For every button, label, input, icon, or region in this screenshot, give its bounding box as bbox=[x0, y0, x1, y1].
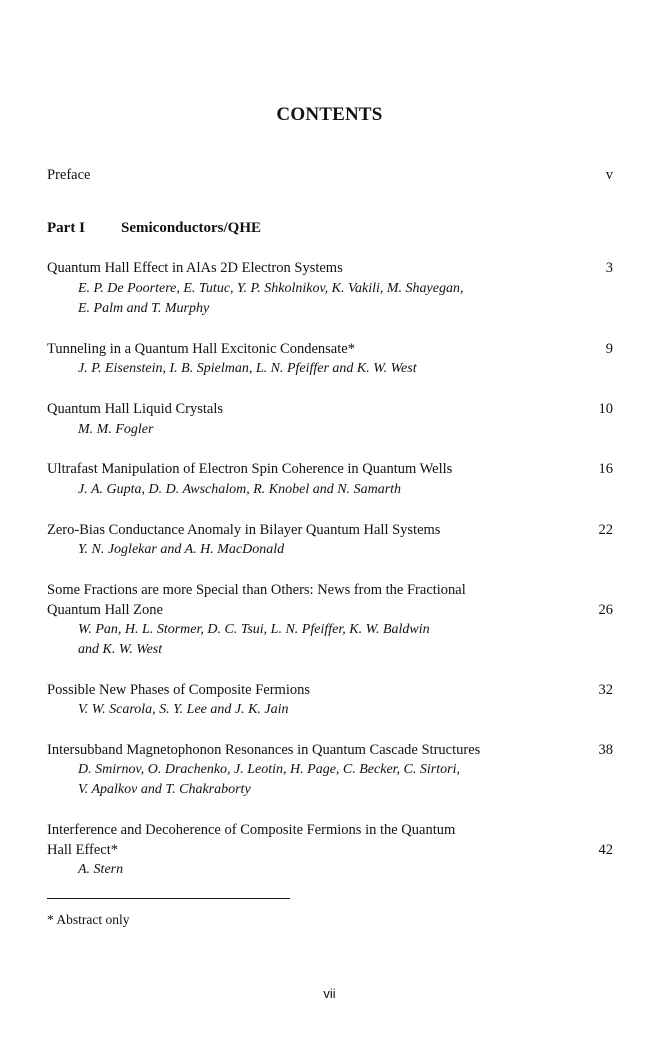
footnote: * Abstract only bbox=[47, 912, 130, 927]
entry-title: Quantum Hall Zone bbox=[47, 602, 163, 618]
entry-authors: J. P. Eisenstein, I. B. Spielman, L. N. Pfeiffer and K. W. West bbox=[78, 361, 417, 376]
entry-title: Ultrafast Manipulation of Electron Spin Coherence in Quantum Wells bbox=[47, 461, 453, 477]
entry-title: Quantum Hall Liquid Crystals bbox=[47, 401, 223, 417]
part-heading bbox=[47, 218, 261, 238]
entry-title: Quantum Hall Effect in AlAs 2D Electron Systems bbox=[47, 260, 343, 276]
page-title: CONTENTS bbox=[276, 104, 383, 125]
part-title: Semiconductors/QHE bbox=[121, 220, 262, 236]
entry-page: 26 bbox=[598, 602, 613, 618]
part-number: Part I bbox=[47, 220, 85, 236]
entry-page: 22 bbox=[598, 522, 613, 538]
entry-title: Interference and Decoherence of Composite Fermions in the Quantum bbox=[47, 822, 456, 838]
entry-title: Intersubband Magnetophonon Resonances in Quantum Cascade Structures bbox=[47, 742, 481, 758]
entry-page: 10 bbox=[598, 401, 613, 417]
footnote-rule bbox=[47, 898, 290, 899]
entry-authors: A. Stern bbox=[78, 862, 124, 877]
entry-title: Possible New Phases of Composite Fermions bbox=[47, 682, 311, 698]
entry-page: 32 bbox=[598, 682, 613, 698]
entry-page: 16 bbox=[598, 461, 613, 477]
entry-authors: Y. N. Joglekar and A. H. MacDonald bbox=[78, 542, 285, 557]
entry-authors: and K. W. West bbox=[78, 642, 163, 657]
entry-authors: V. Apalkov and T. Chakraborty bbox=[78, 782, 251, 797]
entry-authors: V. W. Scarola, S. Y. Lee and J. K. Jain bbox=[78, 702, 289, 717]
entry-title: Tunneling in a Quantum Hall Excitonic Condensate* bbox=[47, 341, 355, 357]
preface-label: Preface bbox=[47, 167, 91, 183]
entry-authors: W. Pan, H. L. Stormer, D. C. Tsui, L. N. Pfeiffer, K. W. Baldwin bbox=[78, 622, 430, 637]
entry-title: Some Fractions are more Special than Others: News from the Fractional bbox=[47, 582, 466, 598]
entry-authors: M. M. Fogler bbox=[78, 422, 154, 437]
entry-page: 38 bbox=[598, 742, 613, 758]
page-number: vii bbox=[323, 986, 336, 1001]
entry-title: Hall Effect* bbox=[47, 842, 118, 858]
entry-authors: E. Palm and T. Murphy bbox=[78, 301, 210, 316]
entry-authors: J. A. Gupta, D. D. Awschalom, R. Knobel and N. Samarth bbox=[78, 482, 402, 497]
entry-authors: E. P. De Poortere, E. Tutuc, Y. P. Shkolnikov, K. Vakili, M. Shayegan, bbox=[78, 281, 464, 296]
preface-page: v bbox=[605, 167, 613, 183]
entry-authors: D. Smirnov, O. Drachenko, J. Leotin, H. Page, C. Becker, C. Sirtori, bbox=[78, 762, 460, 777]
entry-page: 9 bbox=[605, 341, 613, 357]
entry-page: 42 bbox=[598, 842, 613, 858]
entry-page: 3 bbox=[605, 260, 613, 276]
entry-title: Zero-Bias Conductance Anomaly in Bilayer Quantum Hall Systems bbox=[47, 522, 441, 538]
